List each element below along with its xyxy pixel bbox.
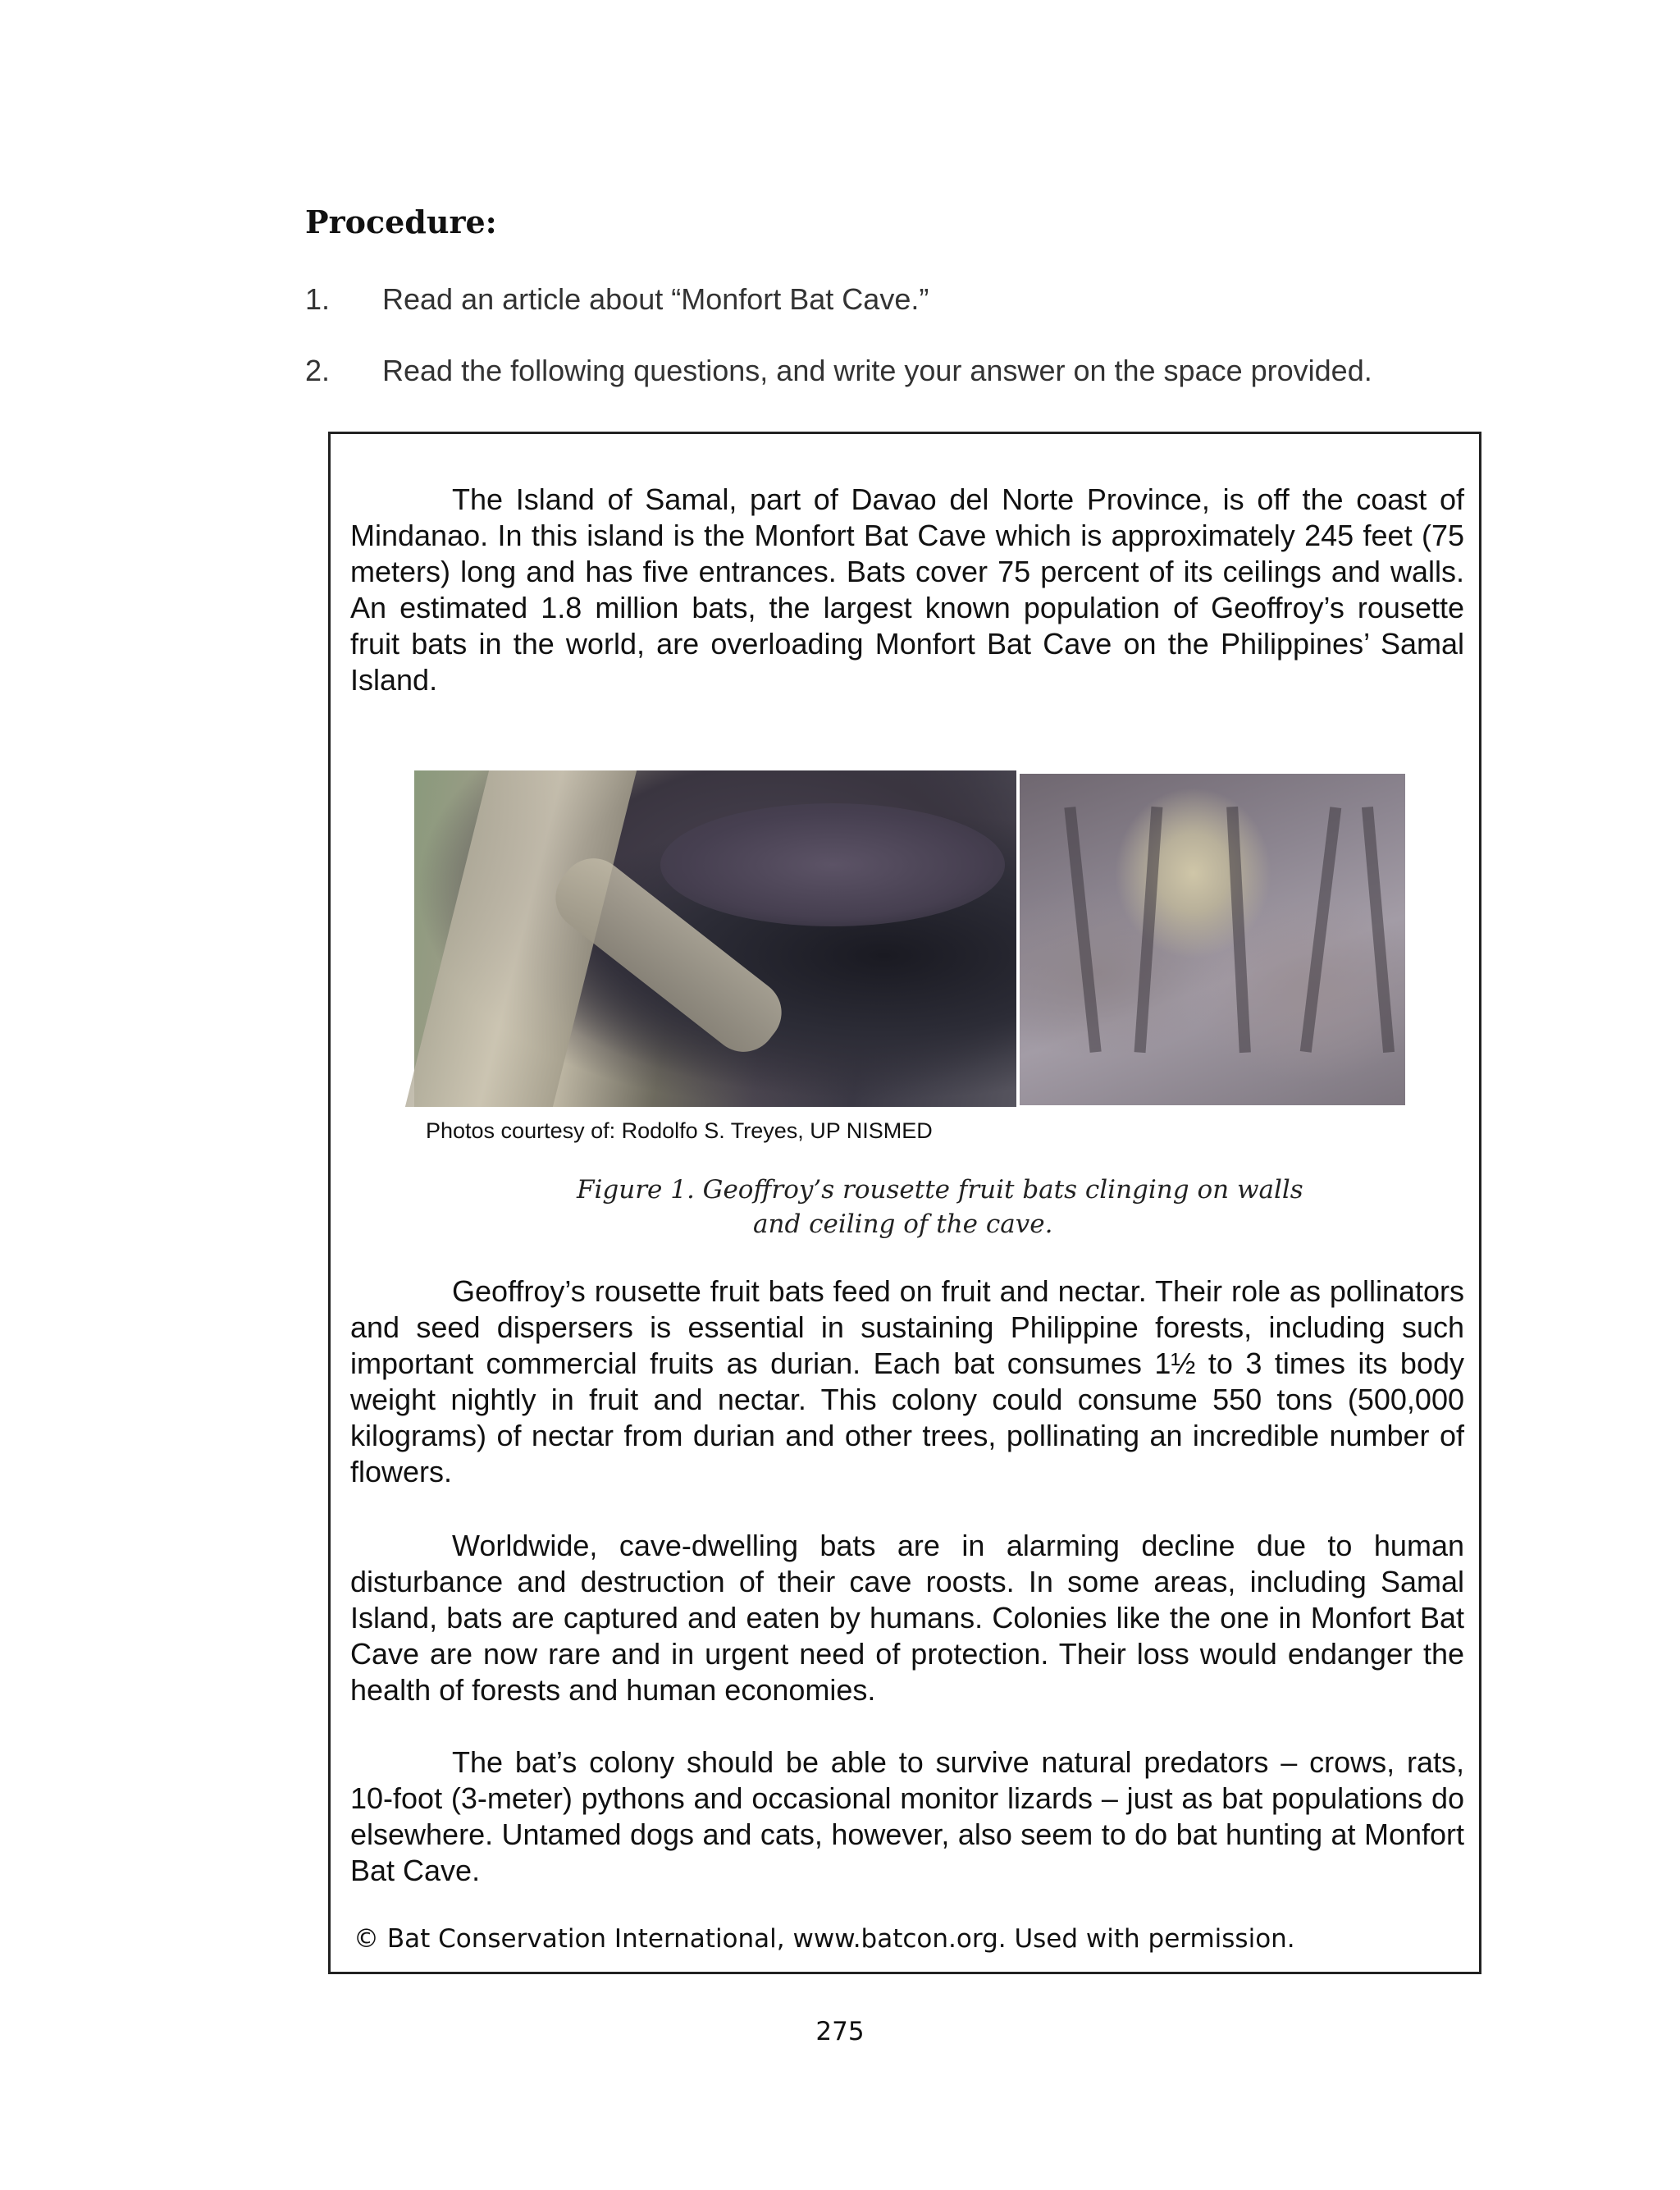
step-text: Read an article about “Monfort Bat Cave.” <box>382 282 929 316</box>
figure-photos <box>414 770 1405 1107</box>
article-paragraph-3: Worldwide, cave-dwelling bats are in alarming decline due to human disturbance and destruction of their cave roosts. In some areas, including Samal Island, bats are captured and eaten by humans. Colonies like the one in Monfort Bat Cave are now rare and in urgent need of protection. Their loss would endanger the health of forests and human economies. <box>350 1529 1464 1707</box>
photo-credit: Photos courtesy of: Rodolfo S. Treyes, UP NISMED <box>426 1118 933 1143</box>
article-paragraph-1: The Island of Samal, part of Davao del Norte Province, is off the coast of Mindanao. In this island is the Monfort Bat Cave which is approximately 245 feet (75 meters) long and has five entrances. Bats cover 75 percent of its ceilings and walls. An estimated 1.8 million bats, the largest known population of Geoffroy’s rousette fruit bats in the world, are overloading Monfort Bat Cave on the Philippines’ Samal Island. <box>350 482 1464 697</box>
page-number: 275 <box>815 2017 865 2046</box>
procedure-step-1 <box>305 282 929 317</box>
step-number: 1. <box>305 282 331 316</box>
step-text: Read the following questions, and write your answer on the space provided. <box>382 354 1372 387</box>
cave-wall-photo <box>414 770 1016 1107</box>
article-paragraph-4: The bat’s colony should be able to survive natural predators – crows, rats, 10-foot (3-meter) pythons and occasional monitor lizards – just as bat populations do elsewhere. Untamed dogs and cats, however, also seem to do bat hunting at Monfort Bat Cave. <box>350 1745 1464 1887</box>
procedure-heading: Procedure: <box>305 203 497 240</box>
article-box <box>328 432 1481 1974</box>
procedure-step-2 <box>305 354 1372 388</box>
copyright-notice: © Bat Conservation International, www.batcon.org. Used with permission. <box>354 1924 1295 1954</box>
bats-closeup-photo <box>1020 774 1405 1105</box>
figure-caption-line-2: and ceiling of the cave. <box>753 1209 1053 1239</box>
figure-caption-line-1: Figure 1. Geoffroy’s rousette fruit bats clinging on walls <box>577 1175 1303 1205</box>
step-number: 2. <box>305 354 331 387</box>
article-paragraph-2: Geoffroy’s rousette fruit bats feed on fruit and nectar. Their role as pollinators and seed dispersers is essential in sustaining Philippine forests, including such important commercial fruits as durian. Each bat consumes 1½ to 3 times its body weight nightly in fruit and nectar. This colony could consume 550 tons (500,000 kilograms) of nectar from durian and other trees, pollinating an incredible number of flowers. <box>350 1274 1464 1488</box>
